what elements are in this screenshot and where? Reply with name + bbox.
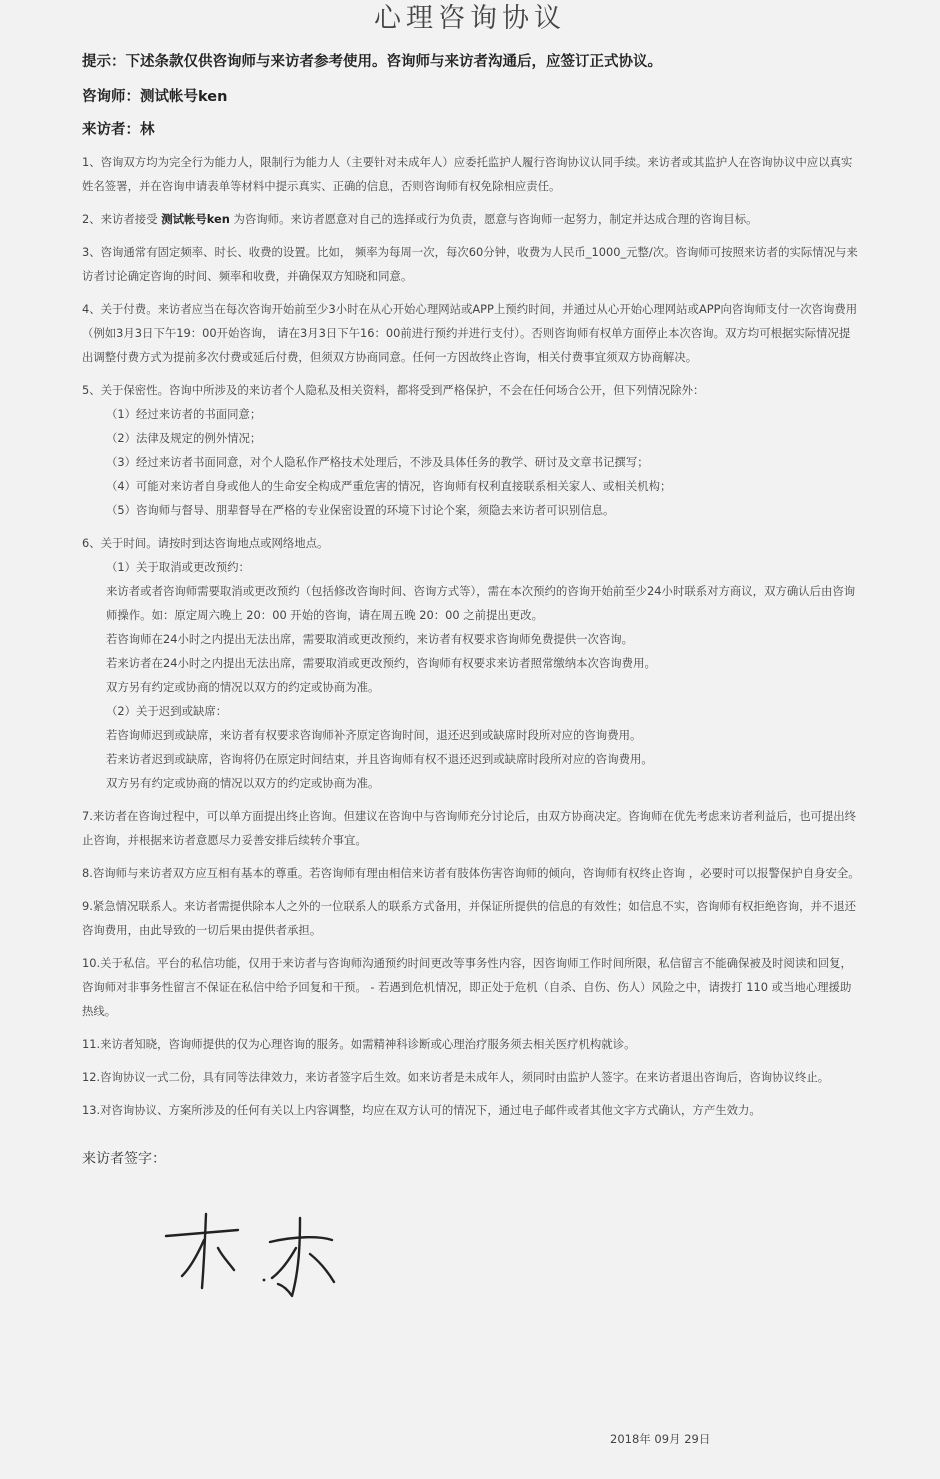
clause-13-text: 13.对咨询协议、方案所涉及的任何有关以上内容调整，均应在双方认可的情况下，通过电子邮件或者其他文字方式确认，方产生效力。 (82, 1103, 761, 1117)
clause-5-item: （3）经过来访者书面同意，对个人隐私作严格技术处理后，不涉及具体任务的教学、研讨及文章书记撰写； (106, 455, 649, 469)
client-label: 来访者： (82, 122, 140, 138)
clause-6-2-line: 若咨询师迟到或缺席，来访者有权要求咨询师补齐原定咨询时间，退还迟到或缺席时段所对应的咨询费用。 (106, 728, 642, 742)
sign-date: 2018年 09月 29日 (610, 1432, 711, 1446)
clause-6-1-line: 若咨询师在24小时之内提出无法出席，需要取消或更改预约，来访者有权要求咨询师免费提供一次咨询。 (106, 632, 634, 646)
clause-6-2-title: （2）关于迟到或缺席： (106, 704, 228, 718)
clause-13 (82, 1098, 860, 1122)
clause-11 (82, 1032, 860, 1056)
counselor-label: 咨询师： (82, 89, 140, 105)
clause-2-pre: 2、来访者接受 (82, 212, 162, 226)
clause-2-post: 为咨询师。来访者愿意对自己的选择或行为负责，愿意与咨询师一起努力，制定并达成合理的咨询目标。 (229, 212, 758, 226)
clause-5-text: 5、关于保密性。咨询中所涉及的来访者个人隐私及相关资料，都将受到严格保护，不会在任何场合公开，但下列情况除外： (82, 383, 705, 397)
clause-4 (82, 297, 860, 369)
clause-2 (82, 207, 860, 231)
clause-7 (82, 804, 860, 852)
counselor-line (82, 85, 227, 106)
clause-9-text: 9.紧急情况联系人。来访者需提供除本人之外的一位联系人的联系方式备用，并保证所提供的信息的有效性；如信息不实，咨询师有权拒绝咨询，并不退还咨询费用，由此导致的一切后果由提供者承担。 (82, 899, 857, 937)
clause-10-text: 10.关于私信。平台的私信功能，仅用于来访者与咨询师沟通预约时间更改等事务性内容，因咨询师工作时间所限，私信留言不能确保被及时阅读和回复，咨询师对非事务性留言不保证在私信中给予回复和干预。 - 若遇到危机情况，即正处于危机（自杀、自伤、伤人）风险之中，请拨打 110 或当地心理援助热线。 (82, 956, 852, 1018)
clause-5 (82, 378, 860, 522)
clause-6-1-line: 来访者或者咨询师需要取消或更改预约（包括修改咨询时间、咨询方式等），需在本次预约的咨询开始前至少24小时联系对方商议，双方确认后由咨询师操作。如：原定周六晚上 20：00 开始的咨询，请在周五晚 20：00 之前提出更改。 (106, 584, 856, 622)
clause-12-text: 12.咨询协议一式二份，具有同等法律效力，来访者签字后生效。如来访者是未成年人，须同时由监护人签字。在来访者退出咨询后，咨询协议终止。 (82, 1070, 830, 1084)
clause-6-text: 6、关于时间。请按时到达咨询地点或网络地点。 (82, 536, 329, 550)
clause-6-1-line: 若来访者在24小时之内提出无法出席，需要取消或更改预约，咨询师有权要求来访者照常缴纳本次咨询费用。 (106, 656, 656, 670)
clause-6-1-line: 双方另有约定或协商的情况以双方的约定或协商为准。 (106, 680, 380, 694)
clause-2-text (82, 207, 860, 231)
client-name: 林 (140, 122, 155, 138)
clause-9 (82, 894, 860, 942)
clause-1 (82, 150, 860, 198)
clause-6-2-line: 若来访者迟到或缺席，咨询将仍在原定时间结束，并且咨询师有权不退还迟到或缺席时段所对应的咨询费用。 (106, 752, 653, 766)
handwritten-signature (160, 1200, 350, 1314)
clause-7-text: 7.来访者在咨询过程中，可以单方面提出终止咨询。但建议在咨询中与咨询师充分讨论后，由双方协商决定。咨询师在优先考虑来访者利益后，也可提出终止咨询，并根据来访者意愿尽力妥善安排后续转介事宜。 (82, 809, 857, 847)
clause-1-text: 1、咨询双方均为完全行为能力人，限制行为能力人（主要针对未成年人）应委托监护人履行咨询协议认同手续。来访者或其监护人在咨询协议中应以真实姓名签署，并在咨询申请表单等材料中提示真实、正确的信息，否则咨询师有权免除相应责任。 (82, 155, 853, 193)
client-line (82, 118, 155, 139)
clause-5-item: （4）可能对来访者自身或他人的生命安全构成严重危害的情况，咨询师有权利直接联系相关家人、或相关机构； (106, 479, 672, 493)
clause-5-item: （2）法律及规定的例外情况； (106, 431, 262, 445)
clause-11-text: 11.来访者知晓，咨询师提供的仅为心理咨询的服务。如需精神科诊断或心理治疗服务须去相关医疗机构就诊。 (82, 1037, 636, 1051)
clause-3 (82, 240, 860, 288)
clause-8 (82, 861, 860, 885)
clause-list (82, 150, 860, 1131)
clause-6-2-line: 双方另有约定或协商的情况以双方的约定或协商为准。 (106, 776, 380, 790)
clause-12 (82, 1065, 860, 1089)
counselor-name: 测试帐号ken (140, 89, 228, 105)
signature-label: 来访者签字： (82, 1151, 166, 1167)
hint-text: 提示：下述条款仅供咨询师与来访者参考使用。咨询师与来访者沟通后，应签订正式协议。 (82, 54, 662, 70)
clause-8-text: 8.咨询师与来访者双方应互相有基本的尊重。若咨询师有理由相信来访者有肢体伤害咨询师的倾向，咨询师有权终止咨询 ，必要时可以报警保护自身安全。 (82, 866, 860, 880)
clause-6-1-title: （1）关于取消或更改预约： (106, 560, 250, 574)
clause-3-text: 3、咨询通常有固定频率、时长、收费的设置。比如， 频率为每周一次，每次60分钟，收费为人民币_1000_元整/次。咨询师可按照来访者的实际情况与来访者讨论确定咨询的时间、频率和收费，并确保双方知晓和同意。 (82, 245, 858, 283)
clause-2-counselor-name: 测试帐号ken (161, 212, 230, 226)
clause-4-text: 4、关于付费。来访者应当在每次咨询开始前至少3小时在从心开始心理网站或APP上预约时间，并通过从心开始心理网站或APP向咨询师支付一次咨询费用（例如3月3日下午19：00开始咨询， 请在3月3日下午16：00前进行预约并进行支付）。否则咨询师有权单方面停止本次咨询。双方均可根据实际情况提出调整付费方式为提前多次付费或延后付费，但须双方协商同意。任何一方因故终止咨询，相关付费事宜须双方协商解决。 (82, 302, 858, 364)
clause-6 (82, 531, 860, 795)
clause-10 (82, 951, 860, 1023)
page-title: 心理咨询协议 (374, 3, 566, 34)
clause-5-item: （5）咨询师与督导、朋辈督导在严格的专业保密设置的环境下讨论个案，须隐去来访者可识别信息。 (106, 503, 615, 517)
clause-5-item: （1）经过来访者的书面同意； (106, 407, 262, 421)
